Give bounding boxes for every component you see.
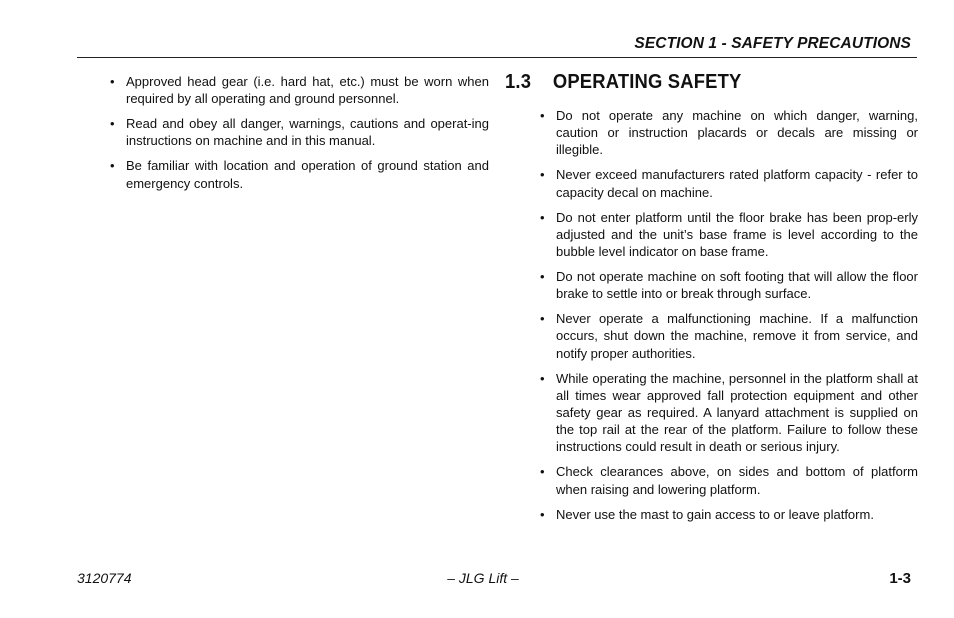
list-item	[540, 166, 918, 200]
footer-page-number: 1-3	[889, 570, 911, 587]
bullet-icon: •	[110, 116, 115, 132]
list-item	[540, 209, 918, 261]
bullet-icon: •	[540, 108, 545, 123]
left-column	[110, 73, 489, 200]
section-heading	[505, 71, 742, 94]
list-item	[540, 463, 918, 497]
list-item	[110, 73, 489, 107]
right-column	[540, 107, 918, 531]
list-item-text: Never operate a malfunctioning machine. If a malfunction occurs, shut down the machine, remove it from service, and notify proper authorities.	[556, 311, 918, 361]
bullet-icon: •	[540, 167, 545, 183]
list-item-text: Read and obey all danger, warnings, cautions and operat-ing instructions on machine and in this manual.	[126, 116, 489, 149]
list-item-text: Do not operate machine on soft footing that will allow the floor brake to settle into or break through surface.	[556, 269, 918, 302]
list-item-text: Do not enter platform until the floor brake has been prop-erly adjusted and the unit’s base frame is level according to the bubble level indicator on base frame.	[556, 209, 918, 260]
list-item-text: Check clearances above, on sides and bottom of platform when raising and lowering platform.	[556, 464, 918, 497]
bullet-icon: •	[540, 370, 545, 386]
footer-doc-number: 3120774	[77, 570, 132, 586]
list-item	[540, 370, 918, 456]
bullet-icon: •	[540, 311, 545, 327]
list-item-text: Do not operate any machine on which danger, warning, caution or instruction placards or decals are missing or illegible.	[556, 108, 918, 158]
list-item-text: Approved head gear (i.e. hard hat, etc.) must be worn when required by all operating and ground personnel.	[126, 74, 489, 107]
section-header-title: SECTION 1 - SAFETY PRECAUTIONS	[634, 35, 911, 52]
bullet-icon: •	[110, 74, 115, 89]
list-item-text: Be familiar with location and operation of ground station and emergency controls.	[126, 158, 489, 191]
left-bullet-list	[110, 73, 489, 192]
list-item	[540, 506, 918, 523]
section-title: OPERATING SAFETY	[552, 71, 742, 93]
header-rule	[77, 57, 917, 58]
list-item	[540, 310, 918, 362]
list-item	[110, 157, 489, 191]
bullet-icon: •	[540, 209, 545, 225]
footer-center-text: – JLG Lift –	[447, 570, 519, 586]
bullet-icon: •	[540, 464, 545, 480]
list-item	[110, 115, 489, 149]
bullet-icon: •	[110, 158, 115, 174]
bullet-icon: •	[540, 269, 545, 285]
bullet-icon: •	[540, 506, 545, 522]
list-item-text: Never exceed manufacturers rated platform capacity - refer to capacity decal on machine.	[556, 167, 918, 200]
right-bullet-list	[540, 107, 918, 523]
section-number: 1.3	[505, 71, 532, 93]
list-item-text: Never use the mast to gain access to or leave platform.	[556, 506, 874, 522]
list-item-text: While operating the machine, personnel in the platform shall at all times wear approved fall protection equipment and other safety gear as required. A lanyard attachment is supplied on the top rail at the rear of the platform. Failure to follow these instructions could result in death or serious injury.	[556, 370, 918, 455]
list-item	[540, 268, 918, 302]
list-item	[540, 107, 918, 159]
